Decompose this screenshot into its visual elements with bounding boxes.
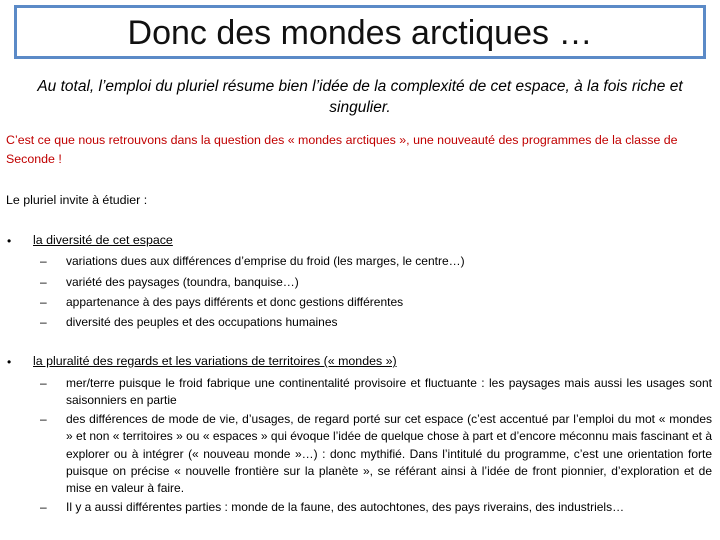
dash-icon: – — [40, 254, 47, 268]
list-item-text: Il y a aussi différentes parties : monde de la faune, des autochtones, des pays riverains, des industriels… — [66, 500, 625, 514]
list-item — [40, 499, 712, 516]
list-item-text: diversité des peuples et des occupations humaines — [66, 315, 338, 329]
highlight-text: C’est ce que nous retrouvons dans la question des « mondes arctiques », une nouveauté des programmes de la classe de Seconde ! — [6, 133, 678, 166]
section-heading-diversite: la diversité de cet espace — [33, 233, 173, 247]
list-item-text: appartenance à des pays différents et donc gestions différentes — [66, 295, 404, 309]
dash-icon: – — [40, 275, 47, 289]
dash-icon: – — [40, 412, 47, 426]
list-item-text: variations dues aux différences d’emprise du froid (les marges, le centre…) — [66, 254, 465, 268]
intro-text: Au total, l’emploi du pluriel résume bien l’idée de la complexité de cet espace, à la fois riche et singulier. — [37, 78, 683, 116]
lead-text: Le pluriel invite à étudier : — [6, 193, 148, 207]
list-item — [40, 375, 712, 410]
list-item — [40, 253, 712, 270]
list-item-text: variété des paysages (toundra, banquise…) — [66, 275, 299, 289]
list-item — [40, 314, 712, 331]
section-heading-pluralite: la pluralité des regards et les variations de territoires (« mondes ») — [33, 354, 397, 368]
list-item — [40, 274, 712, 291]
dash-icon: – — [40, 376, 47, 390]
bullet-icon: • — [7, 234, 12, 248]
list-item — [40, 294, 712, 311]
list-item-text: mer/terre puisque le froid fabrique une continentalité provisoire et fluctuante : les paysages mais aussi les usages sont saisonniers en partie — [66, 376, 712, 408]
list-item — [40, 411, 712, 497]
slide-title: Donc des mondes arctiques … — [127, 14, 593, 52]
dash-icon: – — [40, 315, 47, 329]
dash-icon: – — [40, 295, 47, 309]
list-item-text: des différences de mode de vie, d’usages, de regard porté sur cet espace (c’est accentué par l’emploi du mot « mondes » et non « territoires » ou « espaces » qui évoque l’idée de quelque chose à part et d’encore méconnu mais fascinant et à explorer ou à intégrer (« nouveau monde »…) : donc mythifié. Dans l’intitulé du programme, c’est une orientation forte puisque on précise « nouvelle frontière sur la planète », se référant ainsi à l’idée de front pionnier, d’exploration et de mise en valeur à faire. — [66, 412, 712, 496]
dash-icon: – — [40, 500, 47, 514]
title-box — [14, 5, 706, 59]
bullet-icon: • — [7, 355, 12, 369]
